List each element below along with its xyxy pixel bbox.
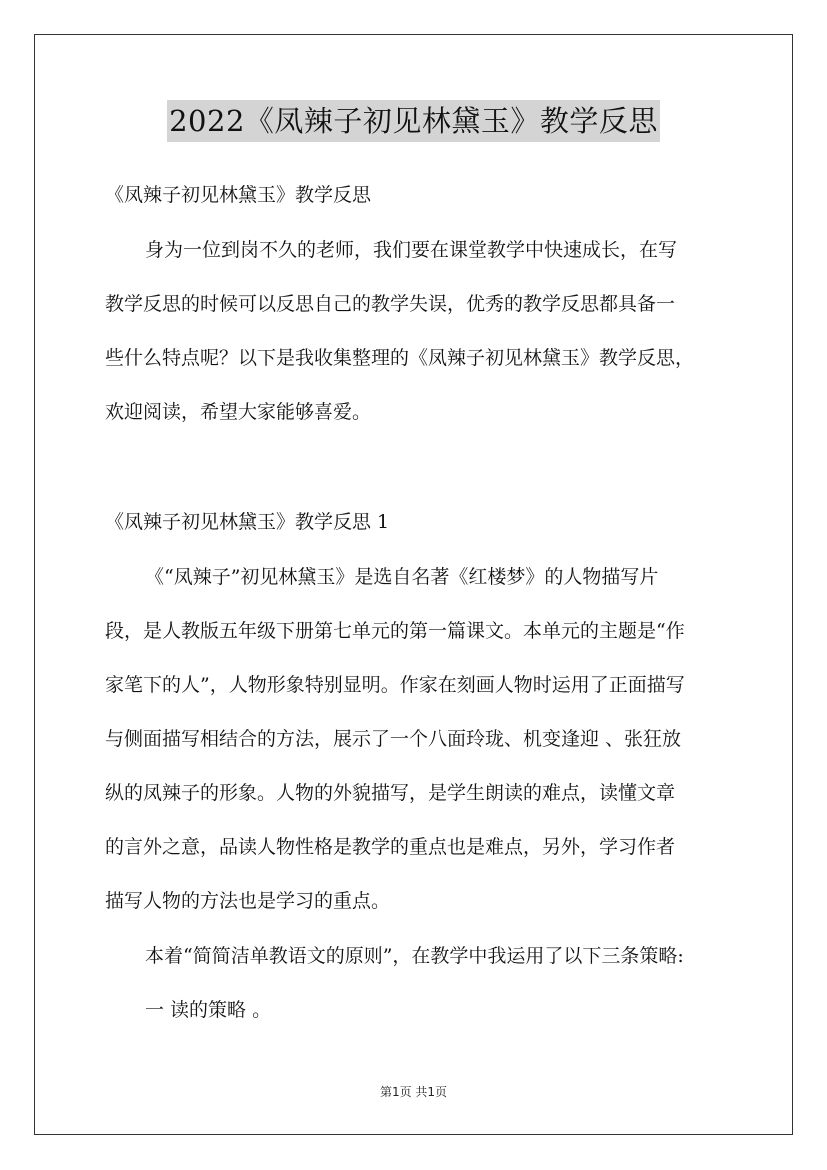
body-line: 与侧面描写相结合的方法，展示了一个八面玲珑、机变逢迎 、张狂放 <box>105 728 682 750</box>
intro-line: 教学反思的时候可以反思自己的教学失误，优秀的教学反思都具备一 <box>105 293 676 315</box>
intro-line: 欢迎阅读，希望大家能够喜爱。 <box>105 401 372 423</box>
body-line: 家笔下的人”，人物形象特别显明。作家在刻画人物时运用了正面描写 <box>105 674 685 696</box>
strategy-intro: 本着“简简洁单教语文的原则”，在教学中我运用了以下三条策略: <box>145 945 684 967</box>
document-subtitle: 《凤辣子初见林黛玉》教学反思 <box>105 184 372 206</box>
body-line: 段，是人教版五年级下册第七单元的第一篇课文。本单元的主题是“作 <box>105 620 685 642</box>
document-title: 2022《凤辣子初见林黛玉》教学反思 <box>167 100 660 142</box>
intro-line: 身为一位到岗不久的老师，我们要在课堂教学中快速成长，在写 <box>145 239 678 261</box>
section-heading: 《凤辣子初见林黛玉》教学反思 1 <box>105 511 390 533</box>
title-container <box>0 100 827 142</box>
page-footer: 第1页 共1页 <box>379 1085 448 1099</box>
strategy-item: 一 读的策略 。 <box>145 999 272 1021</box>
intro-line: 些什么特点呢？以下是我收集整理的《凤辣子初见林黛玉》教学反思， <box>105 347 695 369</box>
body-line: 描写人物的方法也是学习的重点。 <box>105 890 391 912</box>
body-line: 《“凤辣子”初见林黛玉》是选自名著《红楼梦》的人物描写片 <box>145 566 659 588</box>
body-line: 纵的凤辣子的形象。人物的外貌描写，是学生朗读的难点，读懂文章 <box>105 782 676 804</box>
body-line: 的言外之意，品读人物性格是教学的重点也是难点，另外，学习作者 <box>105 836 676 858</box>
